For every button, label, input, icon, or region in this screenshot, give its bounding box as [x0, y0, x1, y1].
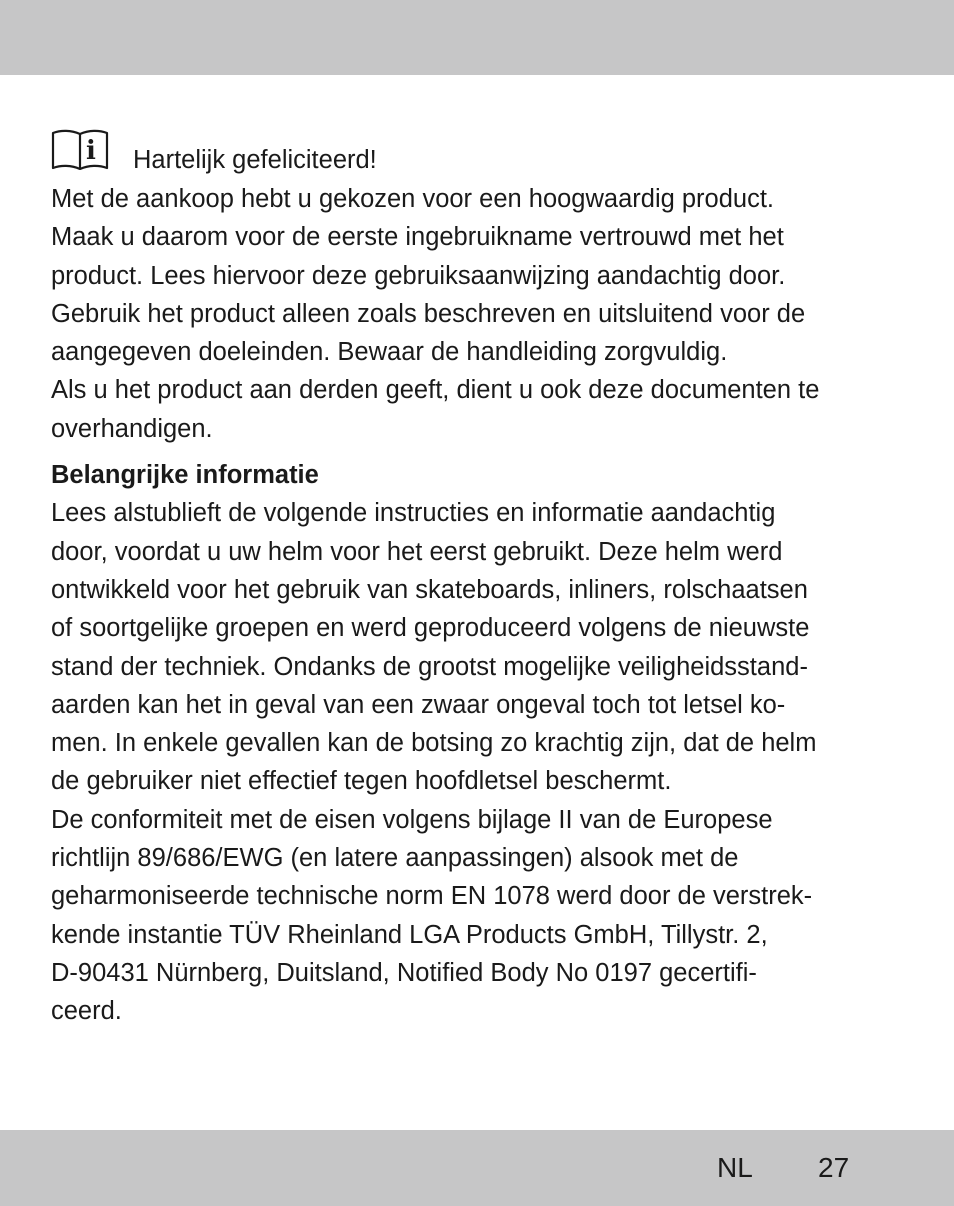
section-heading: Belangrijke informatie	[51, 461, 319, 490]
language-code: NL	[717, 1152, 753, 1183]
body-line: Lees alstublieft de volgende instructies en informatie aandachtig	[51, 499, 776, 528]
intro-paragraph	[51, 180, 911, 448]
body-line: aarden kan het in geval van een zwaar ongeval toch tot letsel ko-	[51, 690, 786, 719]
header-band	[0, 0, 954, 75]
body-line: kende instantie TÜV Rheinland LGA Products GmbH, Tillystr. 2,	[51, 920, 768, 949]
body-line: of soortgelijke groepen en werd geproduceerd volgens de nieuwste	[51, 614, 810, 643]
important-paragraph	[51, 494, 911, 1030]
footer-band	[0, 1130, 954, 1206]
book-info-icon	[51, 126, 109, 170]
intro-line: aangegeven doeleinden. Bewaar de handleiding zorgvuldig.	[51, 338, 728, 367]
page-content	[51, 120, 911, 1031]
body-line: men. In enkele gevallen kan de botsing zo krachtig zijn, dat de helm	[51, 729, 817, 758]
svg-text:i: i	[86, 136, 96, 166]
body-line: stand der techniek. Ondanks de grootst mogelijke veiligheidsstand-	[51, 652, 808, 681]
body-line: geharmoniseerde technische norm EN 1078 werd door de verstrek-	[51, 882, 813, 911]
body-line: door, voordat u uw helm voor het eerst gebruikt. Deze helm werd	[51, 537, 783, 566]
body-line: de gebruiker niet effectief tegen hoofdletsel beschermt.	[51, 767, 672, 796]
body-line: richtlijn 89/686/EWG (en latere aanpassingen) alsook met de	[51, 844, 739, 873]
intro-line: overhandigen.	[51, 414, 213, 443]
intro-title: Hartelijk gefeliciteerd!	[133, 146, 377, 174]
body-line: D-90431 Nürnberg, Duitsland, Notified Body No 0197 gecertifi-	[51, 958, 757, 987]
body-line: De conformiteit met de eisen volgens bijlage II van de Europese	[51, 805, 773, 834]
page-number: 27	[818, 1152, 850, 1183]
intro-line: product. Lees hiervoor deze gebruiksaanwijzing aandachtig door.	[51, 261, 786, 290]
intro-line: Met de aankoop hebt u gekozen voor een hoogwaardig product.	[51, 185, 775, 213]
body-line: ceerd.	[51, 997, 122, 1026]
intro-line: Als u het product aan derden geeft, dient u ook deze documenten te	[51, 376, 820, 405]
intro-header	[51, 120, 911, 180]
intro-line: Gebruik het product alleen zoals beschreven en uitsluitend voor de	[51, 299, 806, 328]
intro-line: Maak u daarom voor de eerste ingebruikname vertrouwd met het	[51, 223, 784, 252]
body-line: ontwikkeld voor het gebruik van skateboards, inliners, rolschaatsen	[51, 575, 808, 604]
